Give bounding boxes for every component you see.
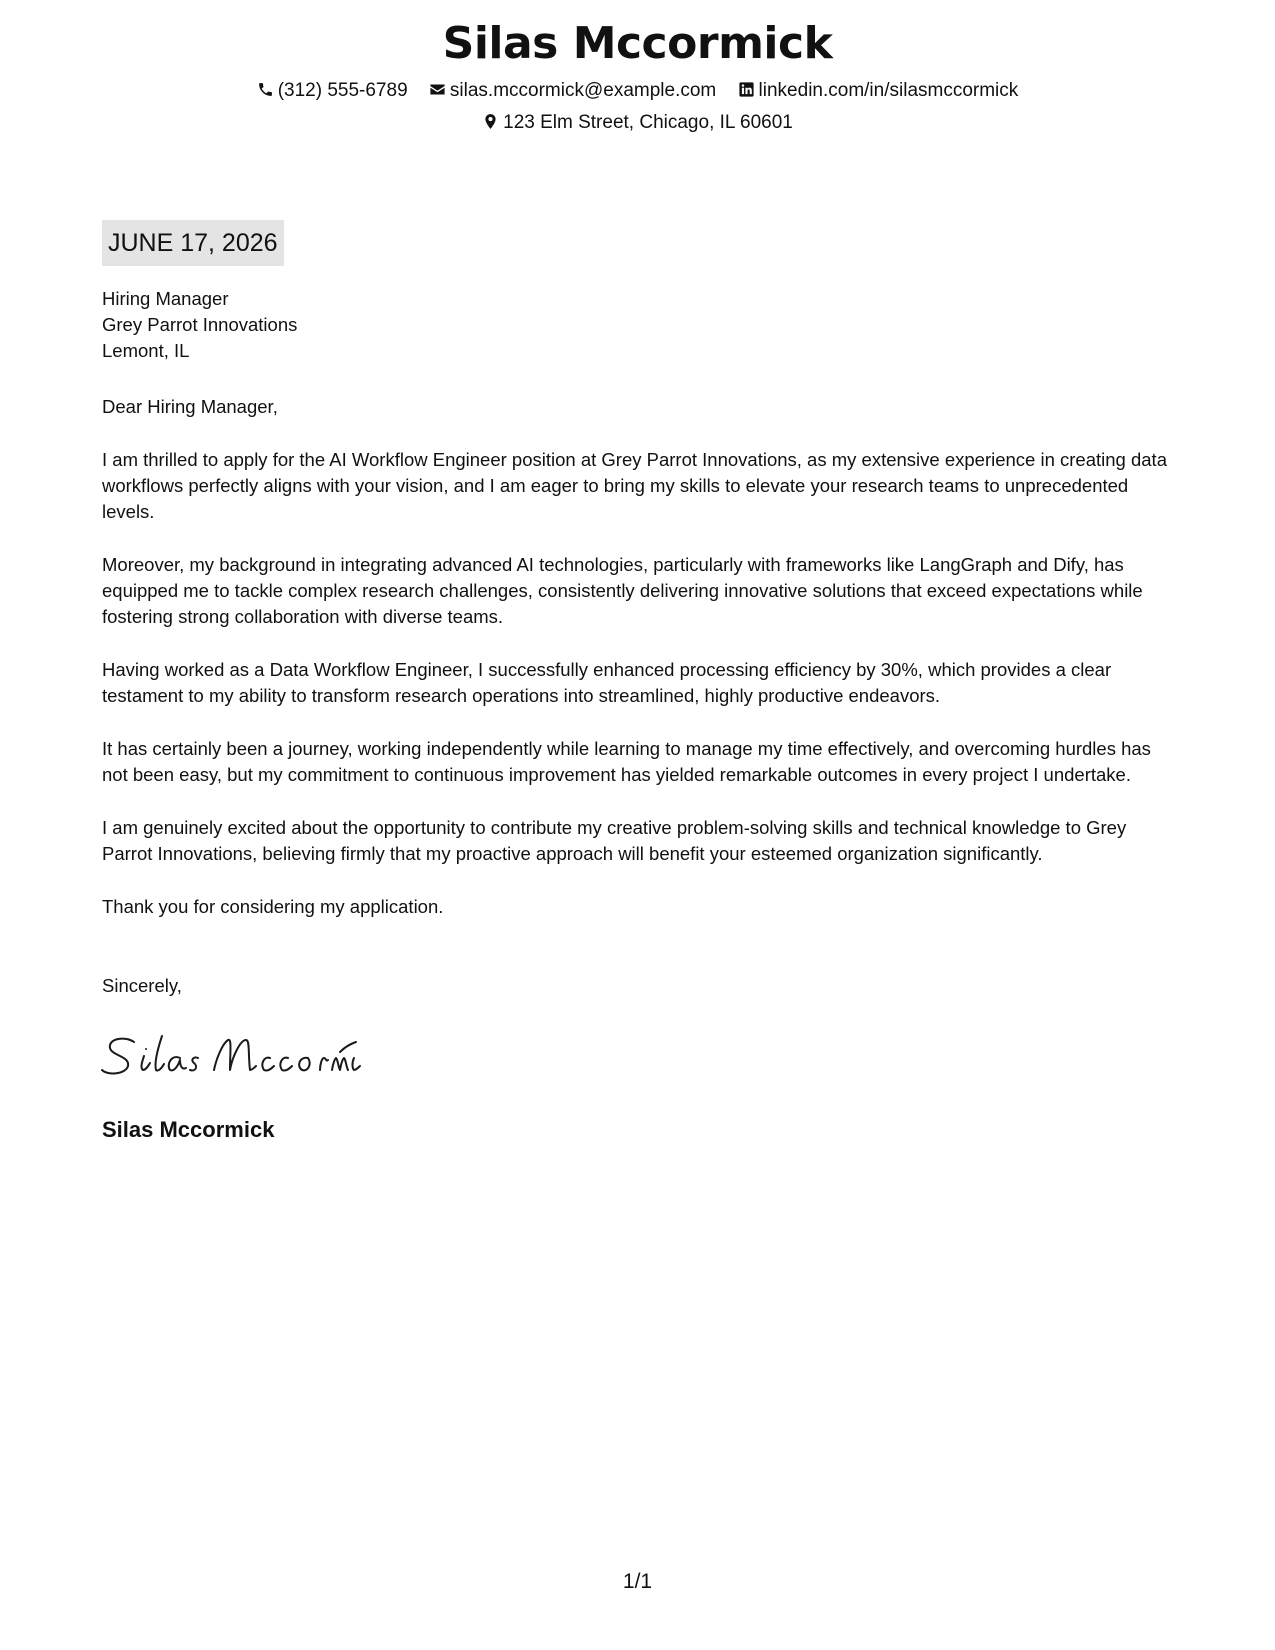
- recipient-block: [102, 286, 297, 364]
- contact-phone: [257, 80, 408, 102]
- handwritten-signature: [100, 1030, 362, 1078]
- recipient-company: Grey Parrot Innovations: [102, 314, 298, 335]
- map-pin-icon: [482, 113, 499, 130]
- recipient-title: Hiring Manager: [102, 288, 229, 309]
- applicant-name: Silas Mccormick: [442, 18, 833, 69]
- phone-icon: [257, 81, 274, 98]
- letter-date: JUNE 17, 2026: [102, 220, 284, 266]
- address-text: 123 Elm Street, Chicago, IL 60601: [503, 112, 793, 133]
- linkedin-text: linkedin.com/in/silasmccormick: [758, 80, 1019, 101]
- contact-address: [482, 112, 793, 134]
- envelope-icon: [429, 81, 446, 98]
- page-number: 1/1: [622, 1570, 653, 1593]
- body-paragraph: I am thrilled to apply for the AI Workflow Engineer position at Grey Parrot Innovations, as my extensive experience in creating data workflows perfectly aligns with your vision, and I am eager to bring my skills to elevate your research teams to unprecedented levels.: [102, 449, 1167, 522]
- body-paragraph: Having worked as a Data Workflow Engineer, I successfully enhanced processing efficiency by 30%, which provides a clear testament to my ability to transform research operations into streamlined, highly productive endeavors.: [102, 659, 1112, 706]
- body-paragraph: Moreover, my background in integrating advanced AI technologies, particularly with frameworks like LangGraph and Dify, has equipped me to tackle complex research challenges, consistently delivering innovative solutions that exceed expectations while fostering strong collaboration with diverse teams.: [102, 554, 1143, 627]
- recipient-location: Lemont, IL: [102, 340, 190, 361]
- signoff: Sincerely,: [102, 975, 182, 996]
- signer-name: Silas Mccormick: [102, 1117, 275, 1142]
- body-paragraph: It has certainly been a journey, working independently while learning to manage my time effectively, and overcoming hurdles has not been easy, but my commitment to continuous improvement has yielded remarkable outcomes in every project I undertake.: [102, 738, 1151, 785]
- contact-linkedin[interactable]: [738, 80, 1019, 102]
- closing-thanks: Thank you for considering my application.: [102, 896, 444, 917]
- contact-email[interactable]: [429, 80, 716, 102]
- contact-row-primary: [0, 80, 1275, 102]
- phone-text: (312) 555-6789: [277, 80, 408, 101]
- contact-row-address: [0, 112, 1275, 134]
- linkedin-icon: [738, 81, 755, 98]
- salutation: Dear Hiring Manager,: [102, 396, 278, 417]
- email-text: silas.mccormick@example.com: [449, 80, 717, 101]
- body-paragraph: I am genuinely excited about the opportunity to contribute my creative problem-solving skills and technical knowledge to Grey Parrot Innovations, believing firmly that my proactive approach will benefit your esteemed organization significantly.: [102, 817, 1127, 864]
